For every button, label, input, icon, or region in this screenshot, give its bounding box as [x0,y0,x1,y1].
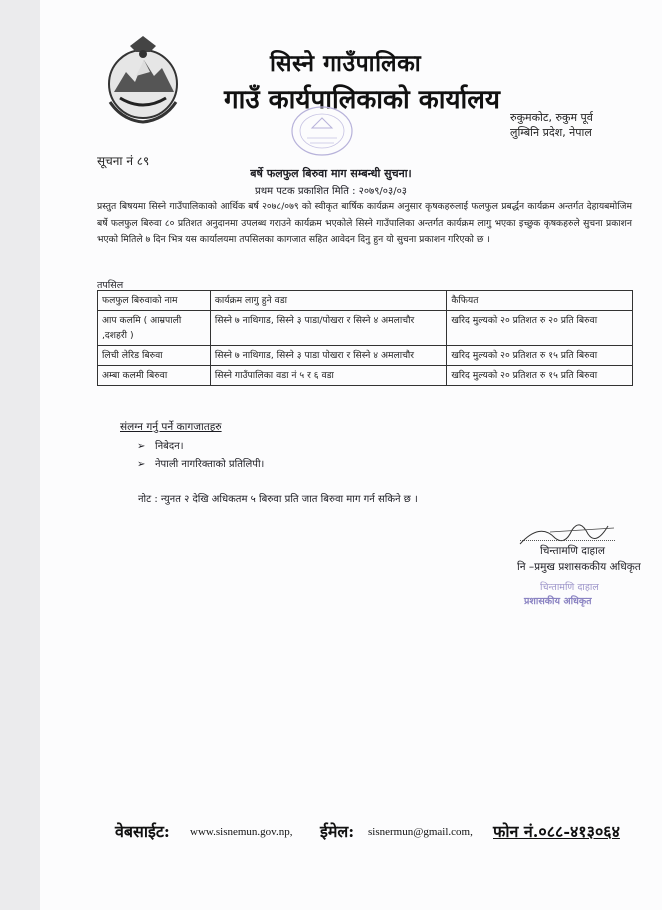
footer-email[interactable]: sisnermun@gmail.com, [368,826,473,838]
footer-website-label: वेबसाईट: [115,822,170,841]
table-header: कार्यक्रम लागु हुने वडा [210,291,447,311]
attachments-list [137,438,264,474]
details-label: तपसिल [97,280,124,291]
table-row [98,366,633,386]
signature-line [520,540,615,542]
footer-phone: फोन नं.०८८-४१३०६४ [493,822,620,841]
attachments-heading: संलग्न गर्नु पर्ने कागजातहरु [120,421,222,433]
table-cell: खरिद मुल्यको २० प्रतिशत रु १५ प्रति बिरुवा [447,346,633,366]
office-seal [282,100,362,162]
address-line-2: लुम्बिनि प्रदेश, नेपाल [510,126,592,139]
arrow-bullet-icon: ➢ [137,441,146,452]
list-item [137,456,264,474]
table-cell: सिस्ने ७ नाथिगाड, सिस्ने ३ पाडा पोखरा र सिस्ने ४ अमलाचौर [210,346,447,366]
table-cell: खरिद मुल्यको २० प्रतिशत रु १५ प्रति बिरुवा [447,366,633,386]
footer-website[interactable]: www.sisnemun.gov.np, [190,826,293,838]
stamp-position: प्रशासकीय अधिकृत [524,596,592,607]
table-header: कैफियत [447,291,633,311]
notice-subject: बर्षे फलफुल बिरुवा माग सम्बन्धी सुचना। [250,167,412,180]
signatory-name: चिन्तामणि दाहाल [540,545,605,557]
arrow-bullet-icon: ➢ [137,459,146,470]
table-cell: खरिद मुल्यको २० प्रतिशत रु २० प्रति बिरुवा [447,311,633,346]
notice-number: सूचना नं ८९ [97,154,150,168]
list-item [137,438,264,456]
table-header: फलफुल बिरुवाको नाम [98,291,211,311]
signatory-position: नि –प्रमुख प्रशासककीय अधिकृत [517,561,641,573]
municipality-name: सिस्ने गाउँपालिका [270,50,422,77]
table-row [98,346,633,366]
nepal-emblem-logo [102,32,184,127]
office-name: गाउँ कार्यपालिकाको कार्यालय [224,85,500,115]
sapling-table [97,290,633,386]
list-item-label: निबेदन। [155,441,184,452]
address-line-1: रुकुमकोट, रुकुम पूर्व [510,111,593,124]
table-cell: अम्बा कलमी बिरुवा [98,366,211,386]
published-date: प्रथम पटक प्रकाशित मिति : २०७९/०३/०३ [255,186,407,197]
table-cell: आप कलमि ( आम्रपाली ,दशहरी ) [98,311,211,346]
table-cell: सिस्ने गाउँपालिका वडा नं ५ र ६ वडा [210,366,447,386]
footer-email-label: ईमेल: [320,822,355,841]
table-row [98,311,633,346]
table-cell: लिची लेरिड बिरुवा [98,346,211,366]
list-item-label: नेपाली नागरिक्ताको प्रतिलिपी। [155,459,265,470]
notice-body: प्रस्तुत बिषयमा सिस्ने गाउँपालिकाको आर्थिक बर्ष २०७८/०७९ को स्वीकृत बार्षिक कार्यक्रम अनुसार कृषकहरुलाई फलफुल प्रबर्द्धन कार्यक्रम अन्तर्गत देहायबमोजिम बर्षे फलफुल बिरुवा ८० प्रतिशत अनुदानमा उपलब्ध गराउने कार्यक्रम भएकोले सिस्ने गाउँपालिका अन्तर्गत कार्यक्रम लागु भएका इच्छुक कृषकहरुले सुचना प्रकाशन भएको मितिले ७ दिन भित्र यस कार्यालयमा तपसिलका कागजात सहित आवेदन दिनु हुन यो सुचना प्रकाशन गरिएको छ । [97,201,632,245]
table-cell: सिस्ने ७ नाथिगाड, सिस्ने ३ पाडा/पोखरा र सिस्ने ४ अमलाचौर [210,311,447,346]
note-text: नोट : न्युनत २ देखि अधिकतम ५ बिरुवा प्रति जात बिरुवा माग गर्न सकिने छ । [138,494,418,505]
table-header-row [98,291,633,311]
stamp-name: चिन्तामणि दाहाल [540,582,599,593]
